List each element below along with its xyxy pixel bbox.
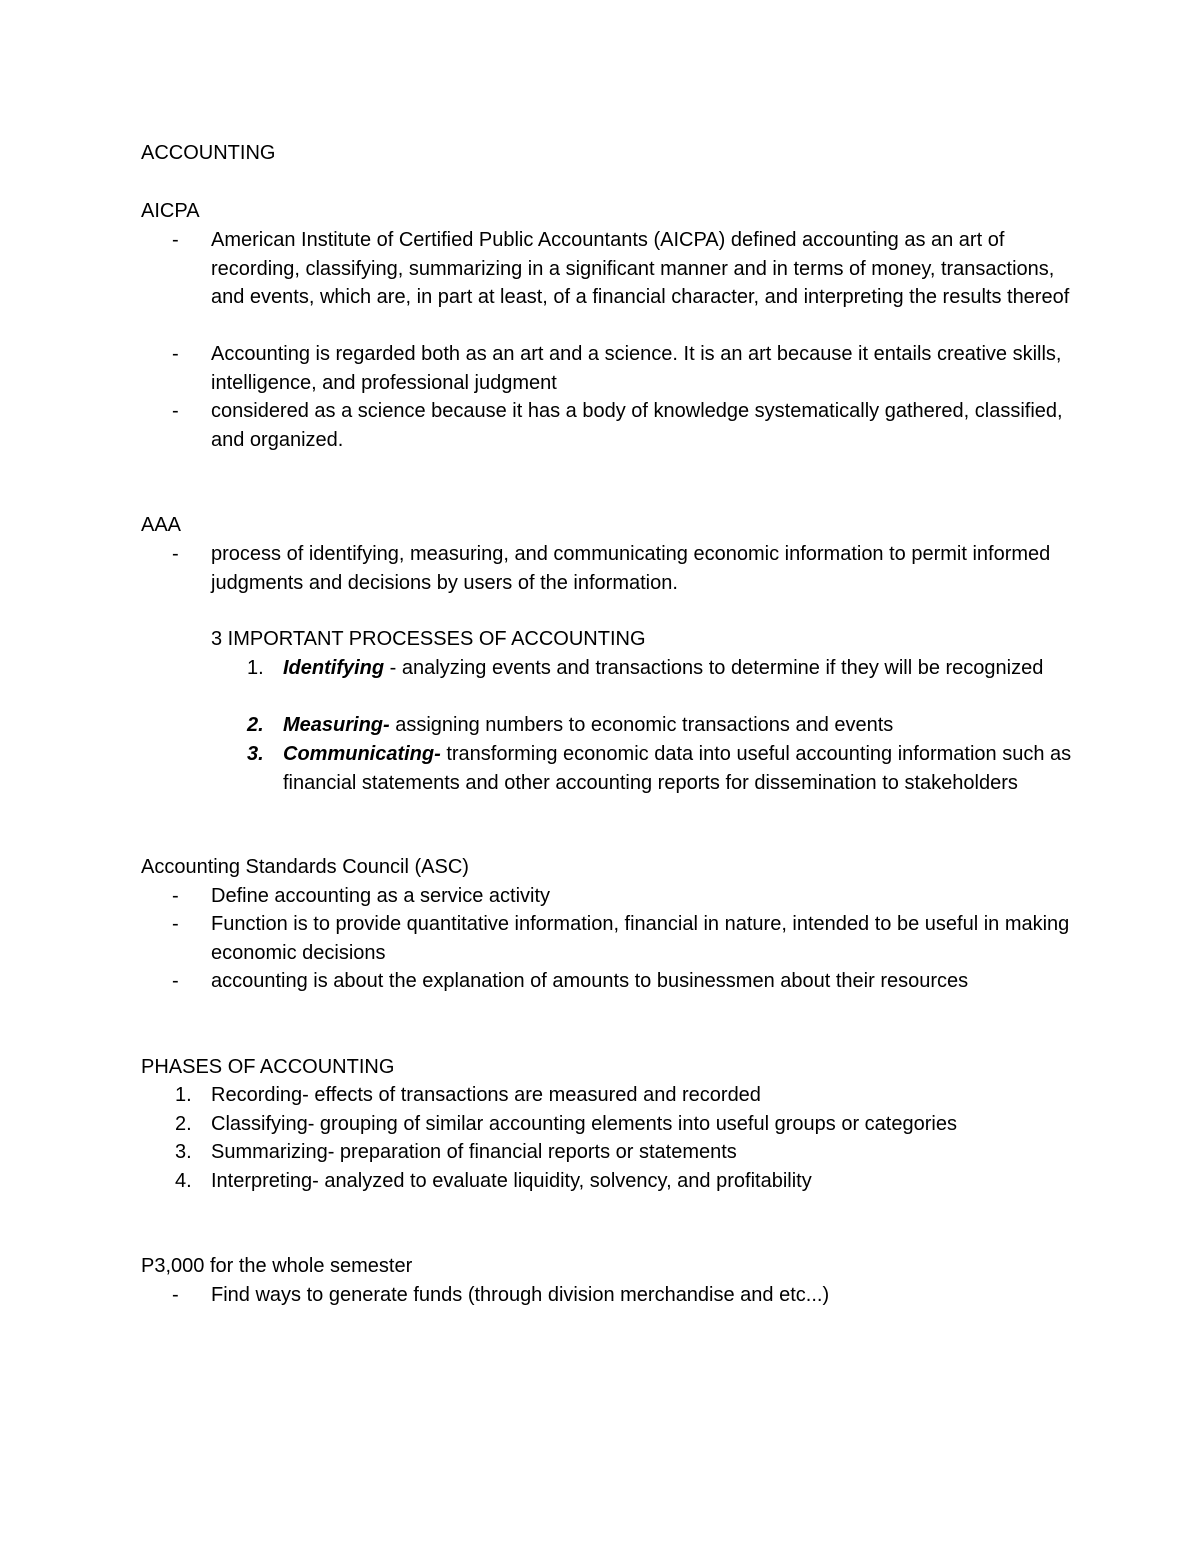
aicpa-bullet-1: American Institute of Certified Public Accountants (AICPA) defined accounting as an art of recording, classifying, summarizing in a significant manner and in terms of money, transactions, and events, which are, in part at least, of a financial character, and interpreting the results thereof — [211, 229, 1070, 308]
phase-item-interpreting: Interpreting- analyzed to evaluate liquidity, solvency, and profitability — [211, 1170, 812, 1192]
process-term: Communicating- — [283, 743, 441, 765]
phase-item-classifying: Classifying- grouping of similar accounting elements into useful groups or categories — [211, 1113, 957, 1135]
bullet-dash: - — [172, 400, 179, 422]
asc-bullet-1: Define accounting as a service activity — [211, 885, 551, 907]
funds-heading: P3,000 for the whole semester — [141, 1255, 413, 1277]
process-item-communicating — [283, 740, 1073, 797]
process-description: transforming economic data into useful accounting information such as financial statements and other accounting reports for dissemination to stakeholders — [283, 743, 1072, 794]
process-number: 1. — [247, 657, 264, 679]
aicpa-heading: AICPA — [141, 200, 200, 222]
process-item-identifying — [283, 654, 1073, 683]
bullet-dash: - — [172, 229, 179, 251]
document-title: ACCOUNTING — [141, 142, 276, 164]
process-term: Identifying — [283, 657, 385, 679]
phase-number: 3. — [175, 1141, 192, 1163]
bullet-dash: - — [172, 913, 179, 935]
aaa-bullet-1: process of identifying, measuring, and communicating economic information to permit informed judgments and decisions by users of the information. — [211, 543, 1051, 594]
bullet-dash: - — [172, 543, 179, 565]
bullet-dash: - — [172, 885, 179, 907]
phase-item-recording: Recording- effects of transactions are measured and recorded — [211, 1084, 761, 1106]
asc-heading: Accounting Standards Council (ASC) — [141, 856, 469, 878]
process-number: 3. — [247, 743, 264, 765]
asc-bullet-2: Function is to provide quantitative information, financial in nature, intended to be useful in making economic decisions — [211, 913, 1070, 964]
process-description: assigning numbers to economic transactions and events — [389, 714, 894, 736]
phase-number: 4. — [175, 1170, 192, 1192]
processes-heading: 3 IMPORTANT PROCESSES OF ACCOUNTING — [211, 628, 646, 650]
funds-bullet-1: Find ways to generate funds (through division merchandise and etc...) — [211, 1284, 830, 1306]
asc-bullet-3: accounting is about the explanation of amounts to businessmen about their resources — [211, 970, 969, 992]
process-item-measuring — [283, 711, 1073, 740]
aicpa-bullet-3: considered as a science because it has a body of knowledge systematically gathered, classified, and organized. — [211, 400, 1063, 451]
phases-heading: PHASES OF ACCOUNTING — [141, 1056, 395, 1078]
aicpa-bullet-2: Accounting is regarded both as an art and a science. It is an art because it entails creative skills, intelligence, and professional judgment — [211, 343, 1062, 394]
process-description: - analyzing events and transactions to determine if they will be recognized — [384, 657, 1044, 679]
phase-number: 2. — [175, 1113, 192, 1135]
process-number: 2. — [247, 714, 264, 736]
phase-item-summarizing: Summarizing- preparation of financial reports or statements — [211, 1141, 737, 1163]
bullet-dash: - — [172, 343, 179, 365]
bullet-dash: - — [172, 1284, 179, 1306]
aaa-heading: AAA — [141, 514, 182, 536]
process-term: Measuring- — [283, 714, 390, 736]
bullet-dash: - — [172, 970, 179, 992]
phase-number: 1. — [175, 1084, 192, 1106]
